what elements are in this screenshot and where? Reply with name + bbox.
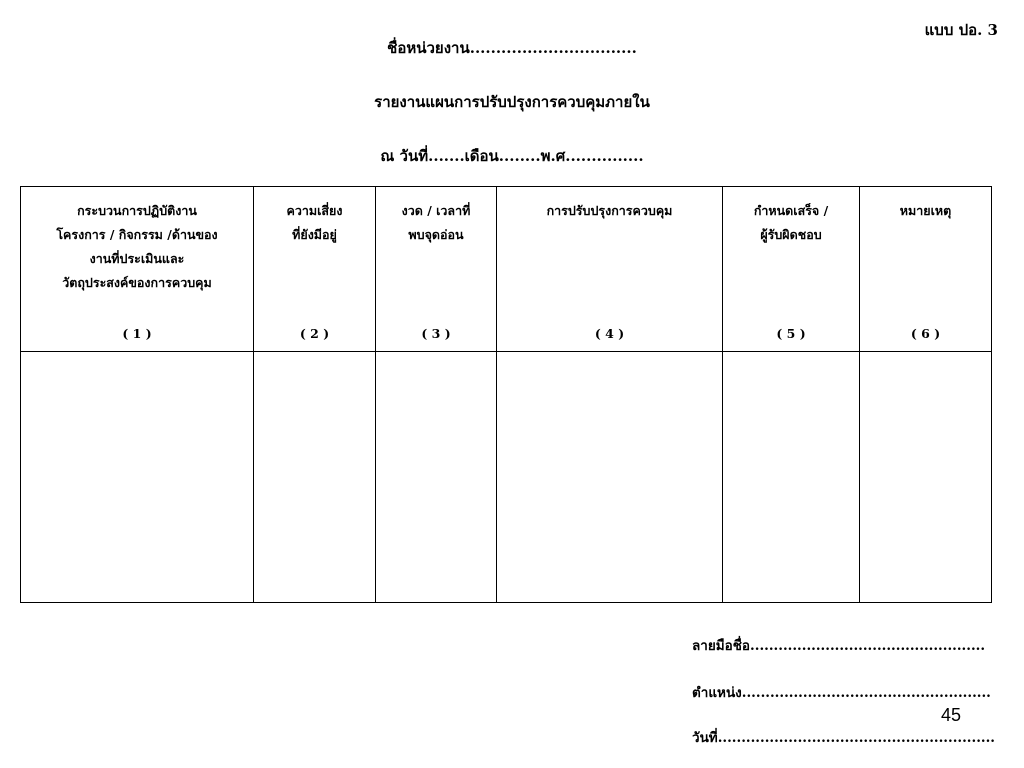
column-header-remaining-risk (254, 187, 376, 352)
column-header-label: กระบวนการปฏิบัติงาน โครงการ / กิจกรรม /ด้านของ งานที่ประเมินและ วัตถุประสงค์ของการควบคุม (56, 203, 218, 290)
table-cell (860, 352, 992, 603)
column-header-number: ( 5 ) (776, 326, 806, 341)
signature-date-line: วันที่........................................................... (692, 730, 996, 746)
column-header-label: ความเสี่ยง ที่ยังมีอยู่ (286, 203, 343, 242)
column-header-number: ( 4 ) (594, 326, 625, 341)
column-header-label: กำหนดเสร็จ / ผู้รับผิดชอบ (753, 203, 829, 242)
table-cell (497, 352, 723, 603)
control-improvement-plan-table (20, 186, 992, 603)
signature-name-line: ลายมือชื่อ.................................................. (692, 638, 986, 654)
report-title: รายงานแผนการปรับปรุงการควบคุมภายใน (374, 93, 650, 111)
table-cell (376, 352, 497, 603)
table-row (21, 352, 992, 603)
unit-name-line: ชื่อหน่วยงาน................................ (387, 39, 637, 57)
column-header-number: ( 3 ) (421, 326, 451, 341)
column-header-remarks (860, 187, 992, 352)
column-header-control-improvement (497, 187, 723, 352)
report-date-line: ณ วันที่.......เดือน........พ.ศ............... (380, 147, 644, 165)
column-header-period-found (376, 187, 497, 352)
signature-position-line: ตำแหน่ง..................................................... (692, 685, 991, 701)
column-header-number: ( 2 ) (299, 326, 330, 341)
column-header-number: ( 1 ) (122, 326, 152, 341)
column-header-deadline-responsible (723, 187, 860, 352)
column-header-label: การปรับปรุงการควบคุม (546, 203, 673, 218)
column-header-label: งวด / เวลาที่ พบจุดอ่อน (401, 203, 471, 242)
table-cell (21, 352, 254, 603)
table-cell (723, 352, 860, 603)
column-header-label: หมายเหตุ (899, 203, 952, 218)
column-header-process (21, 187, 254, 352)
form-code: แบบ ปอ. 3 (924, 21, 998, 39)
table-cell (254, 352, 376, 603)
page-number: 45 (941, 705, 962, 725)
table-header-row (21, 187, 992, 352)
column-header-number: ( 6 ) (910, 326, 941, 341)
